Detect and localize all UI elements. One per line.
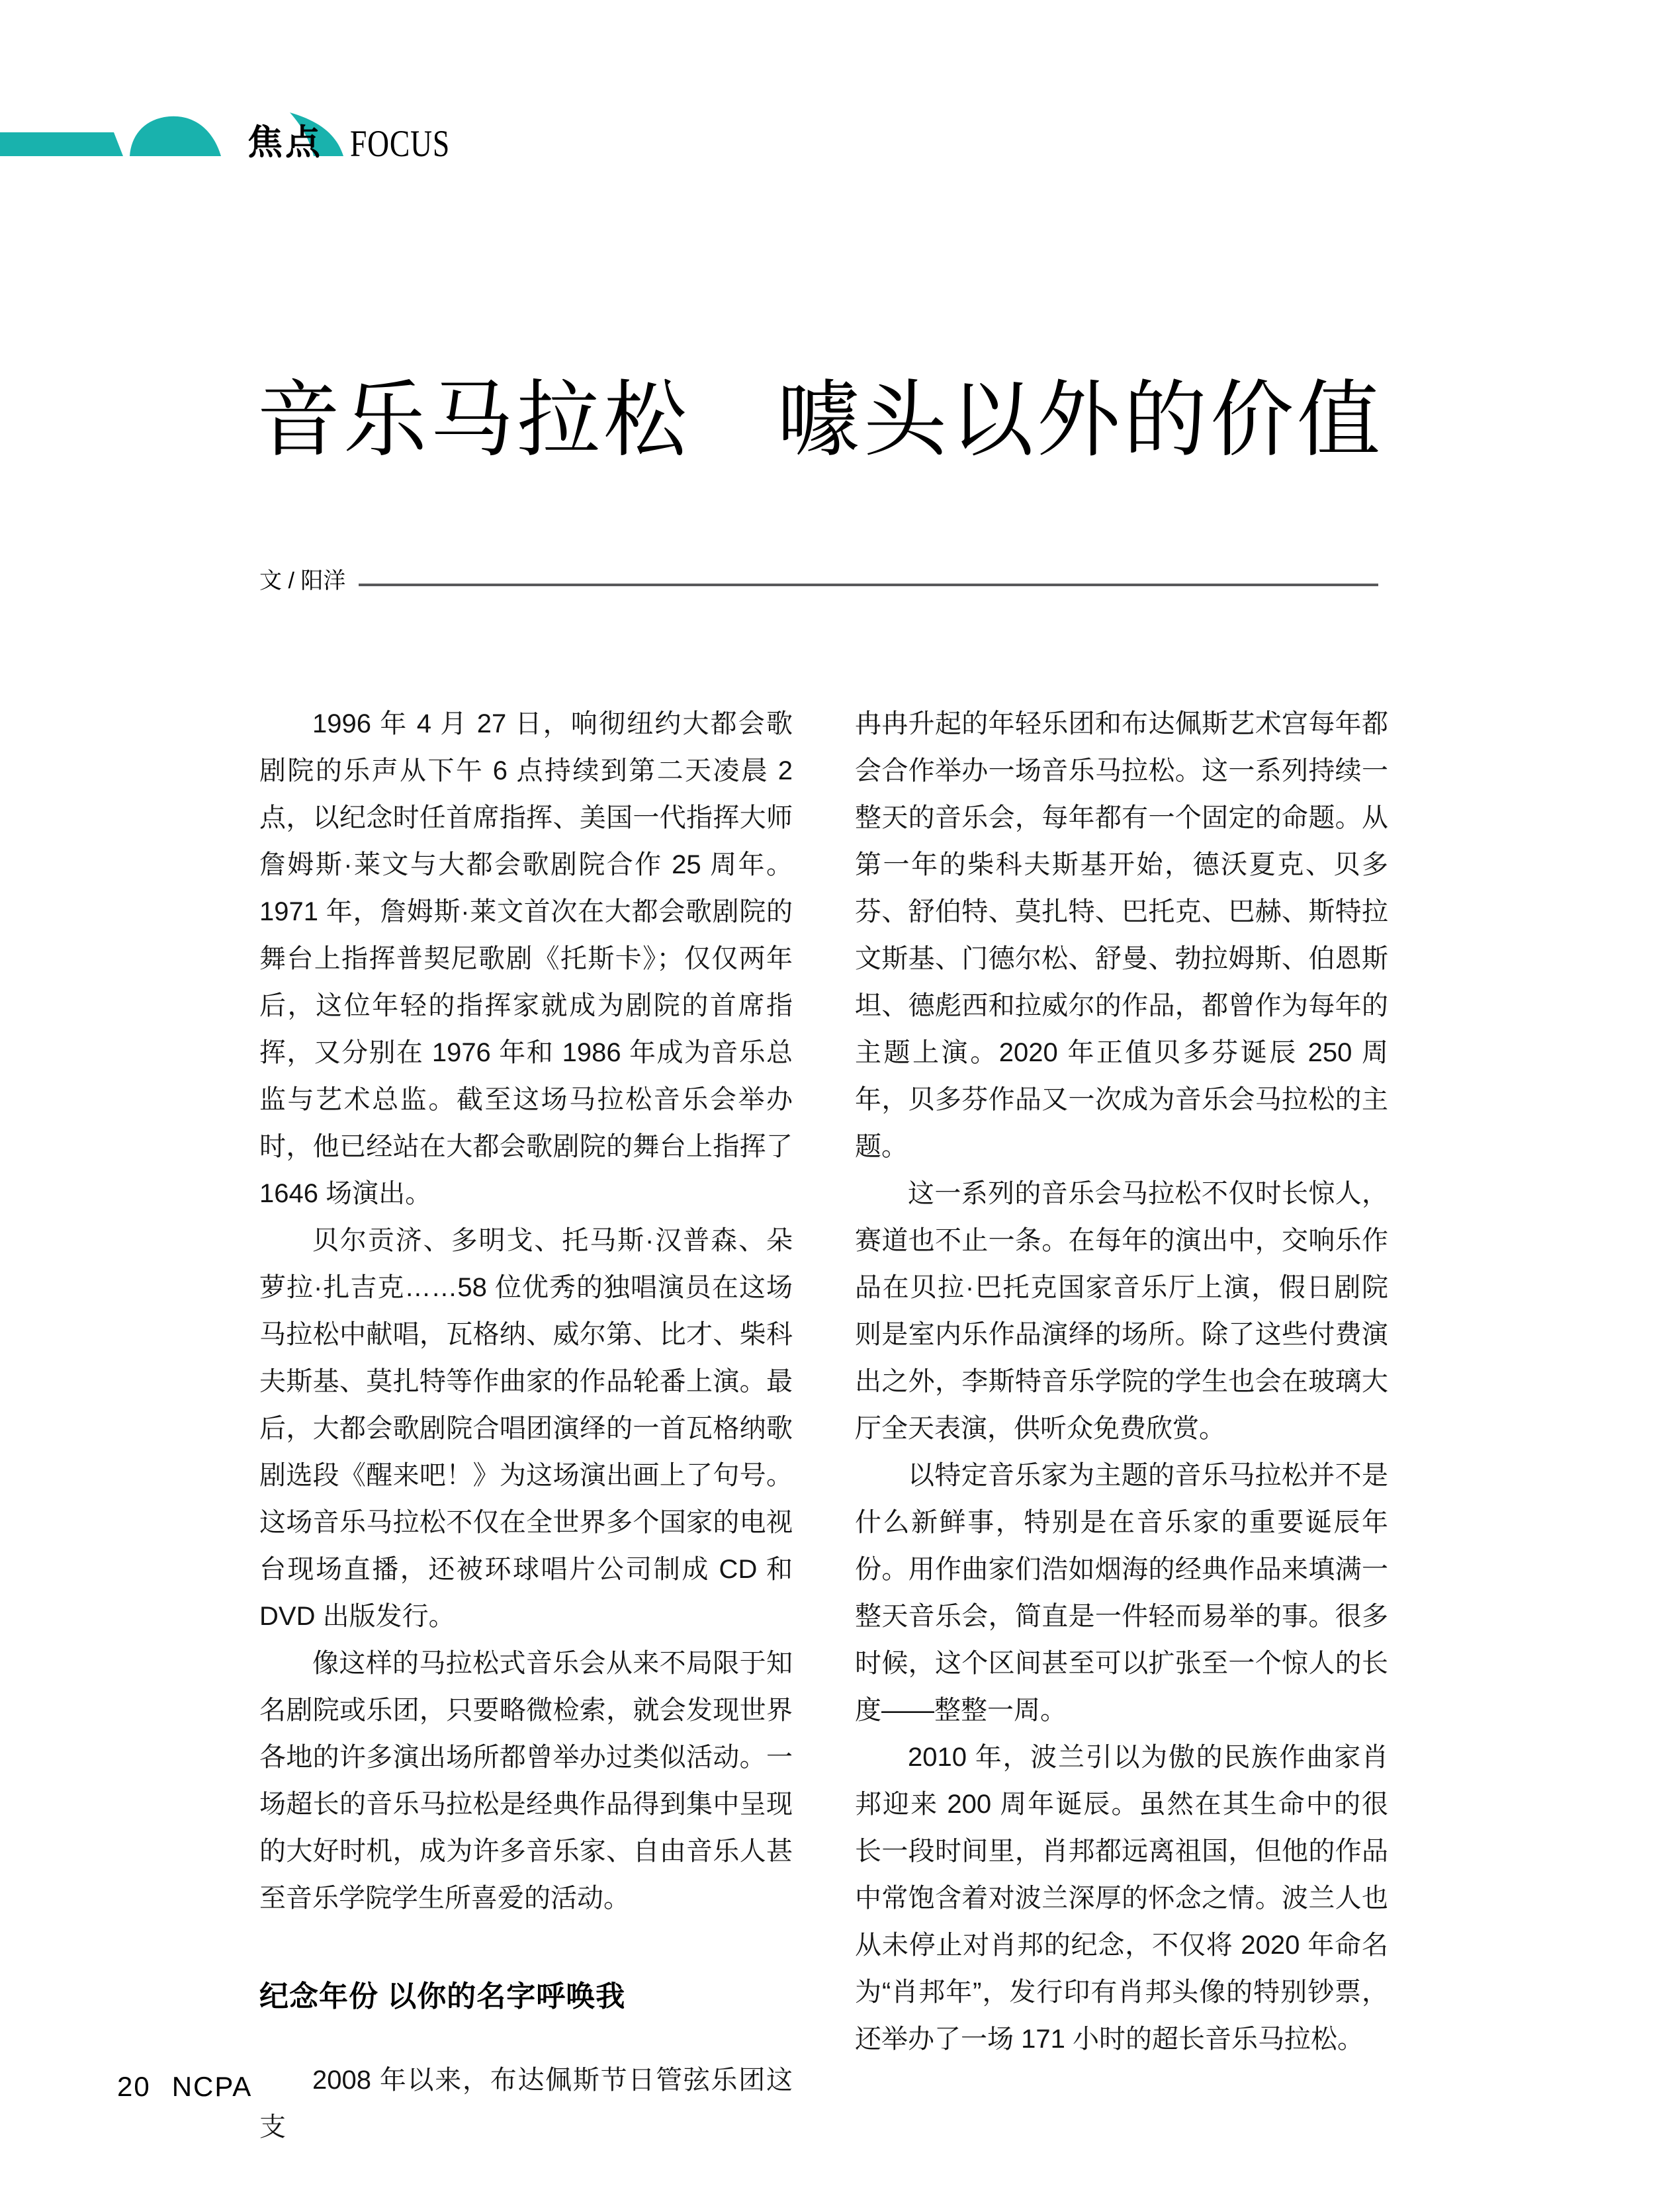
magazine-name: NCPA — [171, 2071, 253, 2102]
paragraph: 2010 年，波兰引以为傲的民族作曲家肖邦迎来 200 周年诞辰。虽然在其生命中的很长一段时间里，肖邦都远离祖国，但他的作品中常饱含着对波兰深厚的怀念之情。波兰人也从未停止对肖邦的纪念，不仅将 2020 年命名为“肖邦年”，发行印有肖邦头像的特别钞票，还举办了一场 171 小时的超长音乐马拉松。 — [855, 1743, 1388, 2054]
paragraph: 这一系列的音乐会马拉松不仅时长惊人，赛道也不止一条。在每年的演出中，交响乐作品在贝拉·巴托克国家音乐厅上演，假日剧院则是室内乐作品演绎的场所。除了这些付费演出之外，李斯特音乐学院的学生也会在玻璃大厅全天表演，供听众免费欣赏。 — [855, 1179, 1388, 1443]
page-footer — [117, 2071, 252, 2103]
section-label-cn: 焦点 — [247, 123, 323, 162]
right-column — [855, 701, 1388, 2063]
paragraph: 贝尔贡济、多明戈、托马斯·汉普森、朵萝拉·扎吉克……58 位优秀的独唱演员在这场马拉松中献唱，瓦格纳、威尔第、比才、柴科夫斯基、莫扎特等作曲家的作品轮番上演。最后，大都会歌剧院合唱团演绎的一首瓦格纳歌剧选段《醒来吧！》为这场演出画上了句号。这场音乐马拉松不仅在全世界多个国家的电视台现场直播，还被环球唱片公司制成 CD 和 DVD 出版发行。 — [259, 1226, 793, 1631]
paragraph: 1996 年 4 月 27 日，响彻纽约大都会歌剧院的乐声从下午 6 点持续到第二天凌晨 2 点，以纪念时任首席指挥、美国一代指挥大师詹姆斯·莱文与大都会歌剧院合作 25 周年。1971 年，詹姆斯·莱文首次在大都会歌剧院的舞台上指挥普契尼歌剧《托斯卡》；仅仅两年后，这位年轻的指挥家就成为剧院的首席指挥，又分别在 1976 年和 1986 年成为音乐总监与艺术总监。截至这场马拉松音乐会举办时，他已经站在大都会歌剧院的舞台上指挥了 1646 场演出。 — [259, 709, 793, 1208]
header-dome — [130, 116, 221, 156]
byline: 文 / 阳洋 — [259, 568, 346, 593]
paragraph: 冉冉升起的年轻乐团和布达佩斯艺术宫每年都会合作举办一场音乐马拉松。这一系列持续一整天的音乐会，每年都有一个固定的命题。从第一年的柴科夫斯基开始，德沃夏克、贝多芬、舒伯特、莫扎特、巴托克、巴赫、斯特拉文斯基、门德尔松、舒曼、勃拉姆斯、伯恩斯坦、德彪西和拉威尔的作品，都曾作为每年的主题上演。2020 年正值贝多芬诞辰 250 周年，贝多芬作品又一次成为音乐会马拉松的主题。 — [855, 709, 1388, 1161]
page-title: 音乐马拉松 噱头以外的价值 — [257, 375, 1384, 467]
header-bar — [0, 132, 123, 156]
byline-rule — [359, 584, 1378, 586]
paragraph: 2008 年以来，布达佩斯节日管弦乐团这支 — [259, 2066, 793, 2142]
paragraph: 以特定音乐家为主题的音乐马拉松并不是什么新鲜事，特别是在音乐家的重要诞辰年份。用作曲家们浩如烟海的经典作品来填满一整天音乐会，简直是一件轻而易举的事。很多时候，这个区间甚至可以扩张至一个惊人的长度——整整一周。 — [855, 1461, 1388, 1725]
paragraph: 像这样的马拉松式音乐会从来不局限于知名剧院或乐团，只要略微检索，就会发现世界各地的许多演出场所都曾举办过类似活动。一场超长的音乐马拉松是经典作品得到集中呈现的大好时机，成为许多音乐家、自由音乐人甚至音乐学院学生所喜爱的活动。 — [259, 1649, 793, 1913]
section-subheading: 纪念年份 以你的名字呼唤我 — [259, 1980, 626, 2013]
left-column — [259, 701, 793, 2151]
section-label-en: FOCUS — [350, 123, 450, 165]
page-number: 20 — [117, 2071, 151, 2102]
